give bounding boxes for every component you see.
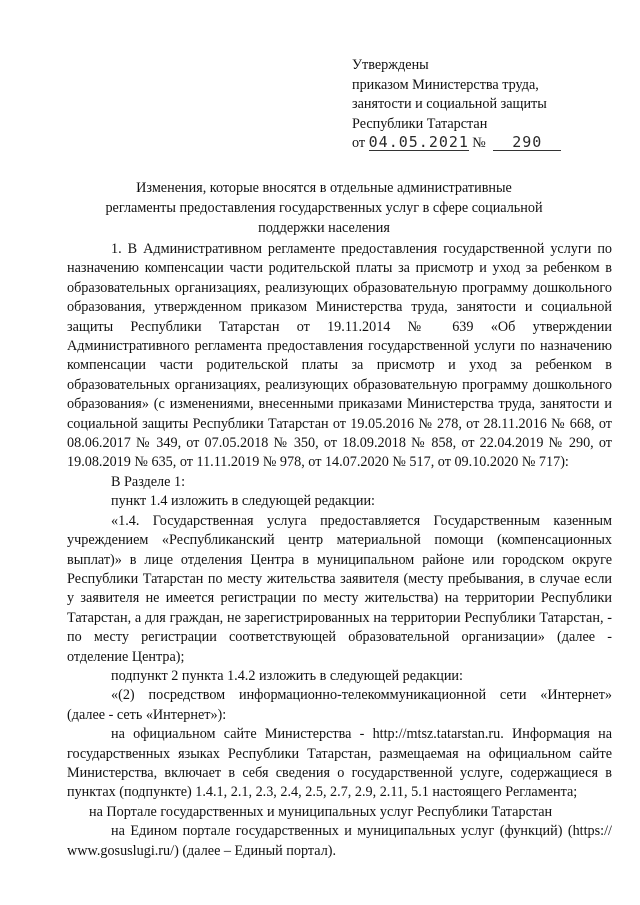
paragraph: на официальном сайте Министерства - http://mtsz.tatarstan.ru. Информация на государственных языках Республики Татарстан, размещаемая на официальном сайте Министерства, включает в себя сведения о государственной услуге, содержащиеся в пунктах (подпункте) 1.4.1, 2.1, 2.3, 2.4, 2.5, 2.7, 2.9, 2.11, 5.1 настоящего Регламента; (67, 726, 612, 801)
paragraph: подпункт 2 пункта 1.4.2 изложить в следующей редакции: (111, 667, 463, 684)
approval-line: Республики Татарстан (352, 115, 488, 132)
date-prefix: от (352, 135, 366, 151)
paragraph: 1. В Административном регламенте предоставления государственной услуги по назначению компенсации части родительской платы за присмотр и уход за ребенком в образовательных организациях, реализующих образовательную программу дошкольного образования, утвержденном приказом Министерства труда, занятости и социальной защиты Республики Татарстан от 19.11.2014 № 639 «Об утверждении Административного регламента предоставления государственной услуги по назначению компенсации части родительской платы за присмотр и уход за ребенком в образовательных организациях, реализующих образовательную программу дошкольного образования» (с изменениями, внесенными приказами Министерства труда, занятости и социальной защиты Республики Татарстан от 19.05.2016 № 278, от 28.11.2016 № 668, от 08.06.2017 № 349, от 07.05.2018 № 350, от 18.09.2018 № 858, от 22.04.2019 № 290, от 19.08.2019 № 635, от 11.11.2019 № 978, от 14.07.2020 № 517, от 09.10.2020 № 717): (67, 241, 612, 471)
paragraph: «1.4. Государственная услуга предоставляется Государственным казенным учреждением «Республиканский центр материальной помощи (компенсационных выплат)» в лице отделения Центра в муниципальном районе или городском округе Республики Татарстан по месту жительства заявителя (месту пребывания, в случае если у заявителя не имеется регистрации по месту жительства) на территории Республики Татарстан, а для граждан, не зарегистрированных на территории Республики Татарстан, - по месту регистрации соответствующей образовательной организации» (далее - отделение Центра); (67, 512, 612, 665)
document-heading: Изменения, которые вносятся в отдельные административные регламенты предоставления государственных услуг в сфере социальной поддержки населения (105, 180, 543, 236)
paragraph: на Портале государственных и муниципальных услуг Республики Татарстан (89, 803, 553, 820)
approval-line: занятости и социальной защиты (352, 96, 547, 112)
document-body (67, 240, 612, 861)
number-sign: № (472, 135, 486, 151)
approval-line: Утверждены (352, 57, 429, 73)
order-date-number-line (352, 134, 561, 154)
handwritten-date: 04.05.2021 (368, 133, 469, 151)
paragraph: пункт 1.4 изложить в следующей редакции: (111, 493, 375, 510)
approval-line: приказом Министерства труда, (352, 76, 539, 93)
handwritten-order-number: 290 (493, 135, 561, 151)
paragraph: на Едином портале государственных и муниципальных услуг (функций) (https:// www.gosuslugi.ru/) (далее – Единый портал). (67, 823, 612, 859)
paragraph: В Разделе 1: (111, 473, 186, 490)
paragraph: «(2) посредством информационно-телекоммуникационной сети «Интернет» (далее - сеть «Интернет»): (67, 687, 612, 723)
approval-stamp-block (352, 56, 561, 154)
